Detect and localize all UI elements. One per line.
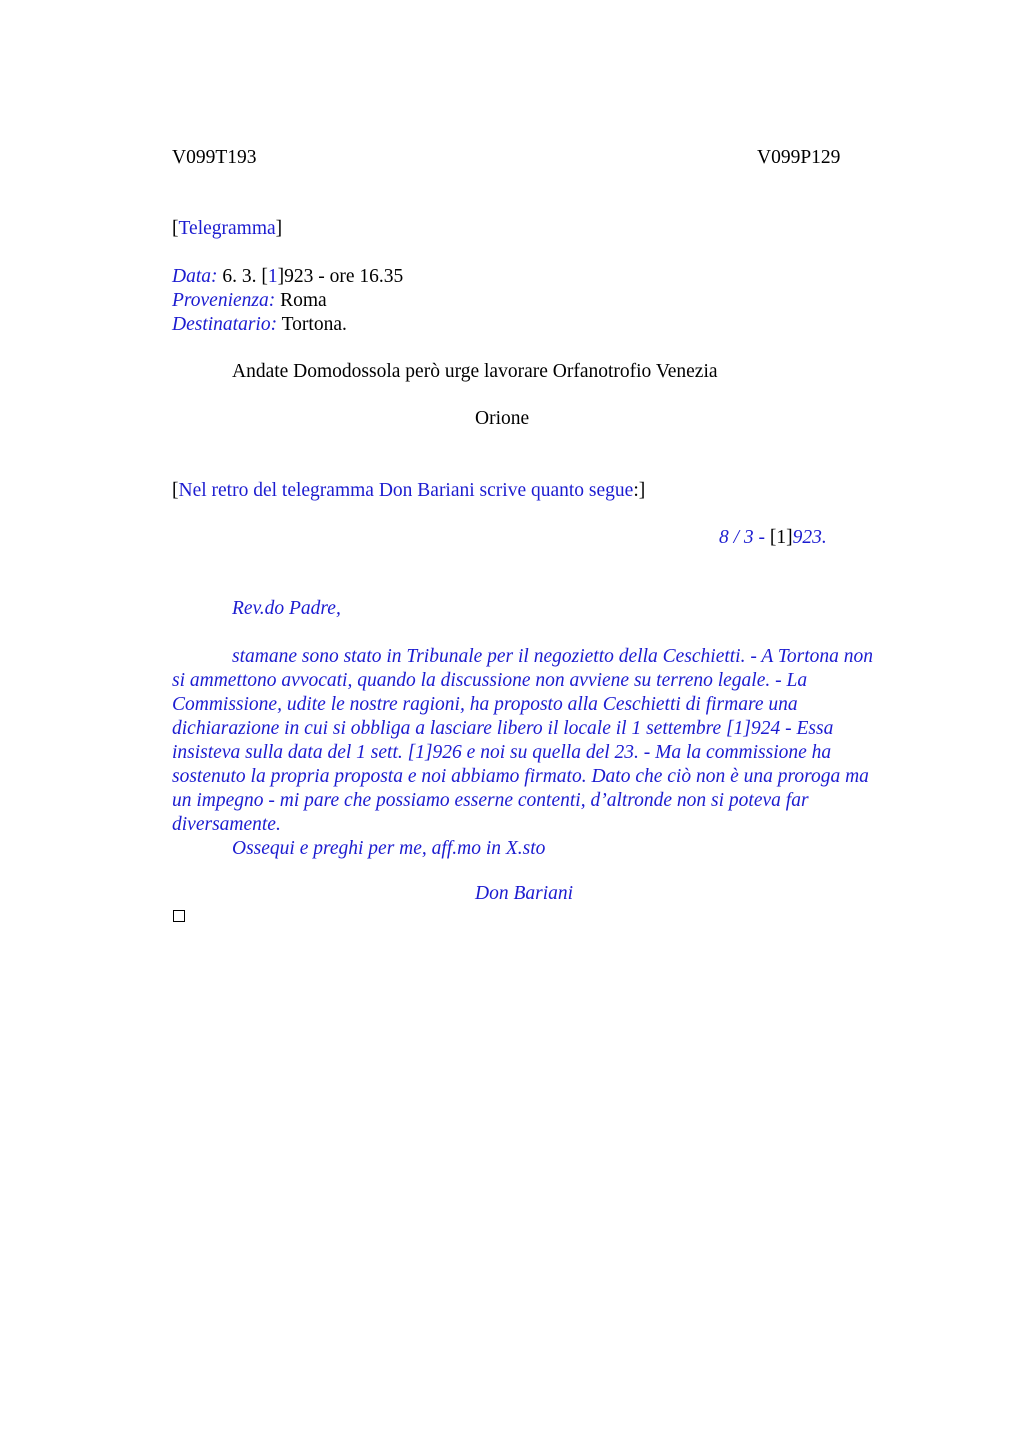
letter-signature: Don Bariani xyxy=(475,883,574,904)
recipient-row xyxy=(172,313,403,337)
letter-body-line: diversamente. xyxy=(172,814,281,835)
letter-date-bracket: [1] xyxy=(769,527,793,548)
document-ref-left: V099T193 xyxy=(172,147,257,168)
letter-body-line: dichiarazione in cui si obbliga a lasciare libero il locale il 1 settembre [1]924 - Essa xyxy=(172,718,834,739)
note-bracket-close: ] xyxy=(638,480,646,501)
telegram-message: Andate Domodossola però urge lavorare Orfanotrofio Venezia xyxy=(232,361,718,382)
letter-body-line: insisteva sulla data del 1 sett. [1]926 e noi su quella del 23. - Ma la commissione ha xyxy=(172,742,832,763)
letter-body-line: sostenuto la propria proposta e noi abbiamo firmato. Dato che ciò non è una proroga ma xyxy=(172,766,869,787)
letter-salutation: Rev.do Padre, xyxy=(232,598,341,619)
origin-label: Provenienza: xyxy=(172,290,276,311)
note-colon: : xyxy=(633,480,639,501)
recipient-value: Tortona. xyxy=(277,314,347,335)
letter-body xyxy=(172,645,917,861)
document-ref-right: V099P129 xyxy=(757,147,841,168)
checkbox-square-icon xyxy=(173,910,185,922)
letter-date-part1: 8 / 3 - xyxy=(719,527,770,548)
telegram-metadata xyxy=(172,265,403,337)
letter-date xyxy=(719,526,827,550)
recipient-label: Destinatario: xyxy=(172,314,278,335)
origin-value: Roma xyxy=(275,290,327,311)
note-text: Nel retro del telegramma Don Bariani scrive quanto segue xyxy=(178,480,634,501)
origin-row xyxy=(172,289,403,313)
date-value-part1: 6. 3. [ xyxy=(217,266,268,287)
letter-body-line: Commissione, udite le nostre ragioni, ha proposto alla Ceschietti di firmare una xyxy=(172,694,798,715)
letter-date-part2: 923. xyxy=(792,527,827,548)
bracket-open: [ xyxy=(172,218,179,239)
document-type xyxy=(172,217,282,241)
bracket-close: ] xyxy=(275,218,283,239)
letter-body-line: stamane sono stato in Tribunale per il negozietto della Ceschietti. - A Tortona non xyxy=(232,646,873,667)
editorial-note xyxy=(172,479,645,503)
date-label: Data: xyxy=(172,266,218,287)
letter-closing: Ossequi e preghi per me, aff.mo in X.sto xyxy=(232,838,546,859)
date-value-part2: ]923 - ore 16.35 xyxy=(277,266,404,287)
note-bracket-open: [ xyxy=(172,480,179,501)
letter-body-line: un impegno - mi pare che possiamo esserne contenti, d’altronde non si poteva far xyxy=(172,790,809,811)
date-bracket-number: 1 xyxy=(267,266,278,287)
document-type-label: Telegramma xyxy=(178,218,276,239)
letter-body-line: si ammettono avvocati, quando la discussione non avviene su terreno legale. - La xyxy=(172,670,808,691)
telegram-signature: Orione xyxy=(475,408,530,429)
date-row xyxy=(172,265,403,289)
